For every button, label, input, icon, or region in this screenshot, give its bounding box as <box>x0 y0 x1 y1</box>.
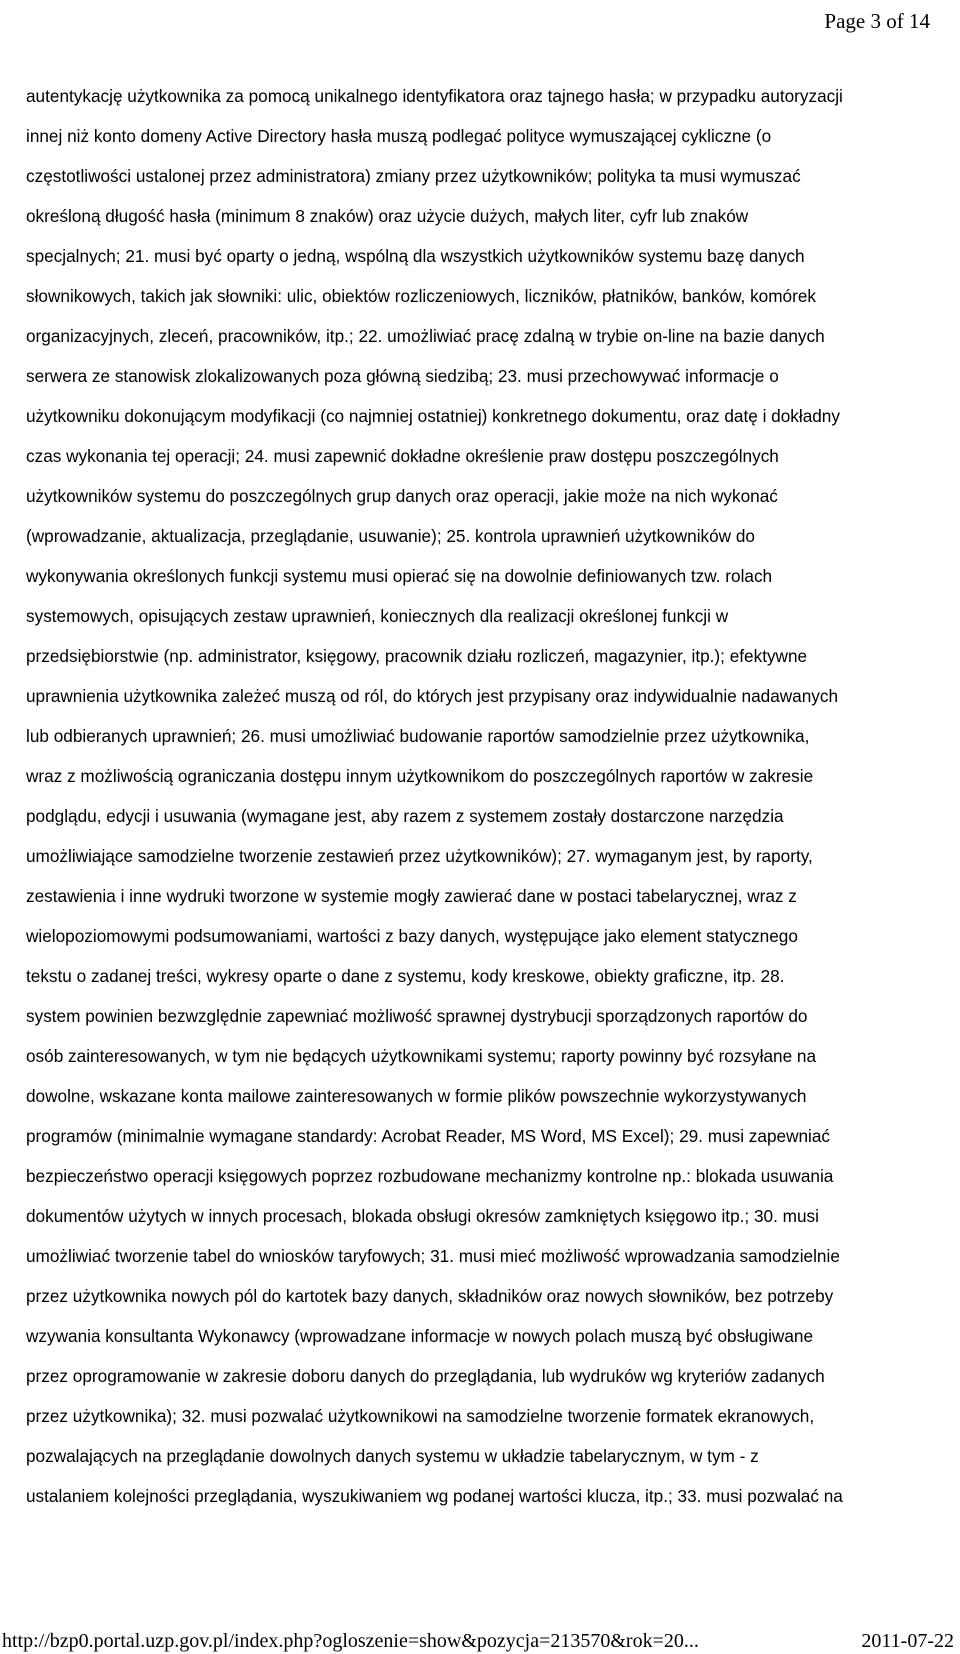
text-line: przez użytkownika); 32. musi pozwalać użytkownikowi na samodzielne tworzenie formatek ekranowych, <box>26 1406 815 1426</box>
document-body <box>26 76 946 1516</box>
text-line: uprawnienia użytkownika zależeć muszą od ról, do których jest przypisany oraz indywidualnie nadawanych <box>26 686 839 706</box>
text-line: programów (minimalnie wymagane standardy: Acrobat Reader, MS Word, MS Excel); 29. musi zapewniać <box>26 1126 831 1146</box>
text-line: pozwalających na przeglądanie dowolnych danych systemu w układzie tabelarycznym, w tym - z <box>26 1446 759 1466</box>
footer-url: http://bzp0.portal.uzp.gov.pl/index.php?ogloszenie=show&pozycja=213570&rok=20... <box>2 1630 699 1652</box>
text-line: wzywania konsultanta Wykonawcy (wprowadzane informacje w nowych polach muszą być obsługiwane <box>26 1326 814 1346</box>
text-line: lub odbieranych uprawnień; 26. musi umożliwiać budowanie raportów samodzielnie przez użytkownika, <box>26 726 810 746</box>
text-line: wielopoziomowymi podsumowaniami, wartości z bazy danych, występujące jako element statycznego <box>26 926 798 946</box>
text-line: umożliwiać tworzenie tabel do wniosków taryfowych; 31. musi mieć możliwość wprowadzania samodzielnie <box>26 1246 840 1266</box>
text-line: czas wykonania tej operacji; 24. musi zapewnić dokładne określenie praw dostępu poszczególnych <box>26 446 779 466</box>
text-line: ustalaniem kolejności przeglądania, wyszukiwaniem wg podanej wartości klucza, itp.; 33. musi pozwalać na <box>26 1486 843 1506</box>
text-line: określoną długość hasła (minimum 8 znaków) oraz użycie dużych, małych liter, cyfr lub znaków <box>26 206 749 226</box>
text-line: przedsiębiorstwie (np. administrator, księgowy, pracownik działu rozliczeń, magazynier, itp.); efektywne <box>26 646 808 666</box>
text-line: system powinien bezwzględnie zapewniać możliwość sprawnej dystrybucji sporządzonych raportów do <box>26 1006 808 1026</box>
text-line: specjalnych; 21. musi być oparty o jedną, wspólną dla wszystkich użytkowników systemu bazę danych <box>26 246 805 266</box>
text-line: wraz z możliwością ograniczania dostępu innym użytkownikom do poszczególnych raportów w zakresie <box>26 766 814 786</box>
text-line: umożliwiające samodzielne tworzenie zestawień przez użytkowników); 27. wymaganym jest, by raporty, <box>26 846 813 866</box>
text-line: wykonywania określonych funkcji systemu musi opierać się na dowolnie definiowanych tzw. rolach <box>26 566 773 586</box>
text-line: słownikowych, takich jak słowniki: ulic, obiektów rozliczeniowych, liczników, płatników, banków, komórek <box>26 286 816 306</box>
text-line: użytkowniku dokonującym modyfikacji (co najmniej ostatniej) konkretnego dokumentu, oraz datę i dokładny <box>26 406 840 426</box>
text-line: przez oprogramowanie w zakresie doboru danych do przeglądania, lub wydruków wg kryteriów zadanych <box>26 1366 825 1386</box>
text-line: serwera ze stanowisk zlokalizowanych poza główną siedzibą; 23. musi przechowywać informacje o <box>26 366 779 386</box>
text-line: zestawienia i inne wydruki tworzone w systemie mogły zawierać dane w postaci tabelarycznej, wraz z <box>26 886 797 906</box>
text-line: osób zainteresowanych, w tym nie będących użytkownikami systemu; raporty powinny być rozsyłane na <box>26 1046 817 1066</box>
text-line: systemowych, opisujących zestaw uprawnień, koniecznych dla realizacji określonej funkcji w <box>26 606 729 626</box>
text-line: innej niż konto domeny Active Directory hasła muszą podlegać polityce wymuszającej cykliczne (o <box>26 126 772 146</box>
text-line: organizacyjnych, zleceń, pracowników, itp.; 22. umożliwiać pracę zdalną w trybie on-line na bazie danych <box>26 326 825 346</box>
page-number: Page 3 of 14 <box>824 9 930 33</box>
text-line: autentykację użytkownika za pomocą unikalnego identyfikatora oraz tajnego hasła; w przypadku autoryzacji <box>26 86 843 106</box>
footer-date: 2011-07-22 <box>861 1630 954 1652</box>
text-line: podglądu, edycji i usuwania (wymagane jest, aby razem z systemem zostały dostarczone narzędzia <box>26 806 784 826</box>
text-line: częstotliwości ustalonej przez administratora) zmiany przez użytkowników; polityka ta musi wymuszać <box>26 166 801 186</box>
text-line: dowolne, wskazane konta mailowe zainteresowanych w formie plików powszechnie wykorzystywanych <box>26 1086 807 1106</box>
text-line: użytkowników systemu do poszczególnych grup danych oraz operacji, jakie może na nich wykonać <box>26 486 778 506</box>
page-footer <box>0 1628 960 1654</box>
text-line: tekstu o zadanej treści, wykresy oparte o dane z systemu, kody kreskowe, obiekty graficzne, itp. 28. <box>26 966 785 986</box>
text-line: bezpieczeństwo operacji księgowych poprzez rozbudowane mechanizmy kontrolne np.: blokada usuwania <box>26 1166 834 1186</box>
text-line: dokumentów użytych w innych procesach, blokada obsługi okresów zamkniętych księgowo itp.; 30. musi <box>26 1206 819 1226</box>
text-line: przez użytkownika nowych pól do kartotek bazy danych, składników oraz nowych słowników, bez potrzeby <box>26 1286 834 1306</box>
text-line: (wprowadzanie, aktualizacja, przeglądanie, usuwanie); 25. kontrola uprawnień użytkowników do <box>26 526 755 546</box>
